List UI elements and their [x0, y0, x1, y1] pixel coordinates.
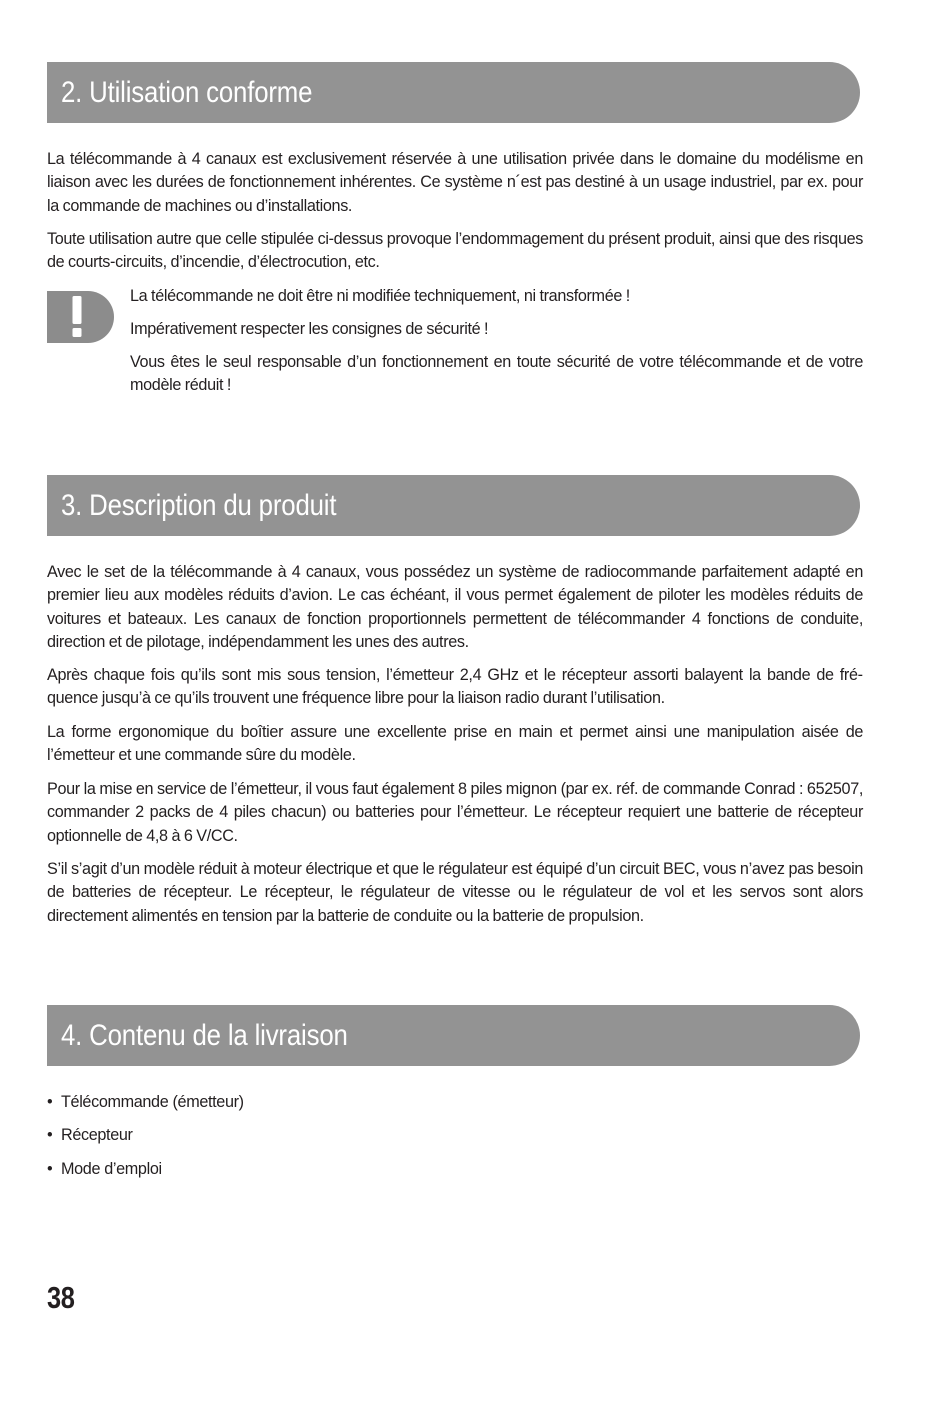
exclamation-warning-icon: [47, 291, 114, 343]
section-title: 4. Contenu de la livraison: [61, 1018, 348, 1052]
bullet-icon: •: [47, 1159, 53, 1178]
list-item: [47, 1158, 244, 1191]
paragraph: Pour la mise en service de l’émetteur, il vous faut également 8 piles mignon (par ex. réf. de commande Conrad : 652507, commander 2 packs de 4 piles chacun) ou batteries pour l’émetteur. Le récepteur requiert une batterie de récepteur optionnelle de 4,8 à 6 V/CC.: [47, 780, 863, 845]
paragraph: La télécommande à 4 canaux est exclusivement réservée à une utilisation privée dans le domaine du modélisme en liaison avec les durées de fonctionnement inhérentes. Ce système n´est pas destiné à un usage industriel, par ex. pour la commande de machines ou d’installations.: [47, 150, 863, 215]
list-item-text: Mode d’emploi: [61, 1159, 162, 1178]
section-title: 3. Description du produit: [61, 488, 337, 522]
section-header-description: [47, 475, 860, 536]
paragraph: S’il s’agit d’un modèle réduit à moteur électrique et que le régulateur est équipé d’un circuit BEC, vous n’avez pas besoin de batteries de récepteur. Le récepteur, le régulateur de vitesse ou le régulateur de vol et les servos sont alors directement alimentés en tension par la batterie de conduite ou la batterie de propulsion.: [47, 860, 863, 925]
bullet-icon: •: [47, 1093, 53, 1111]
list-item: [47, 1124, 244, 1157]
paragraph: Avec le set de la télécommande à 4 canaux, vous possédez un système de radiocommande parfaitement adapté en premier lieu aux modèles réduits d’avion. Le cas échéant, il vous permet également de piloter les modèles réduits de voitures et bateaux. Les canaux de fonction proportionnels permettent de télécommander 4 fonctions de conduite, direction et de pilotage, indépendamment les unes des autres.: [47, 563, 863, 651]
list-item: [47, 1091, 244, 1124]
warning-text: Impérativement respecter les consignes de sécurité !: [130, 320, 489, 338]
paragraph: Après chaque fois qu’ils sont mis sous tension, l’émetteur 2,4 GHz et le récepteur assorti balayent la bande de fréquence jusqu’à ce qu’ils trouvent une fréquence libre pour la liaison radio durant l’utilisation.: [47, 666, 863, 708]
list-item-text: Télécommande (émetteur): [61, 1093, 244, 1111]
page-number: 38: [47, 1280, 75, 1315]
section-header-utilisation: [47, 62, 860, 123]
delivery-contents-list: [47, 1091, 244, 1191]
section-title: 2. Utilisation conforme: [61, 75, 313, 109]
paragraph: Toute utilisation autre que celle stipulée ci-dessus provoque l’endommagement du présent produit, ainsi que des risques de courts-circuits, d’incendie, d’électrocution, etc.: [47, 230, 863, 272]
section-header-contenu: [47, 1005, 860, 1066]
paragraph: La forme ergonomique du boîtier assure une excellente prise en main et permet ainsi une manipulation aisée de l’émetteur et une commande sûre du modèle.: [47, 723, 863, 765]
warning-text: Vous êtes le seul responsable d’un fonctionnement en toute sécurité de votre télécommande et de votre modèle réduit !: [130, 353, 863, 395]
warning-text: La télécommande ne doit être ni modifiée techniquement, ni transformée !: [130, 287, 630, 305]
bullet-icon: •: [47, 1126, 53, 1145]
list-item-text: Récepteur: [61, 1126, 133, 1145]
